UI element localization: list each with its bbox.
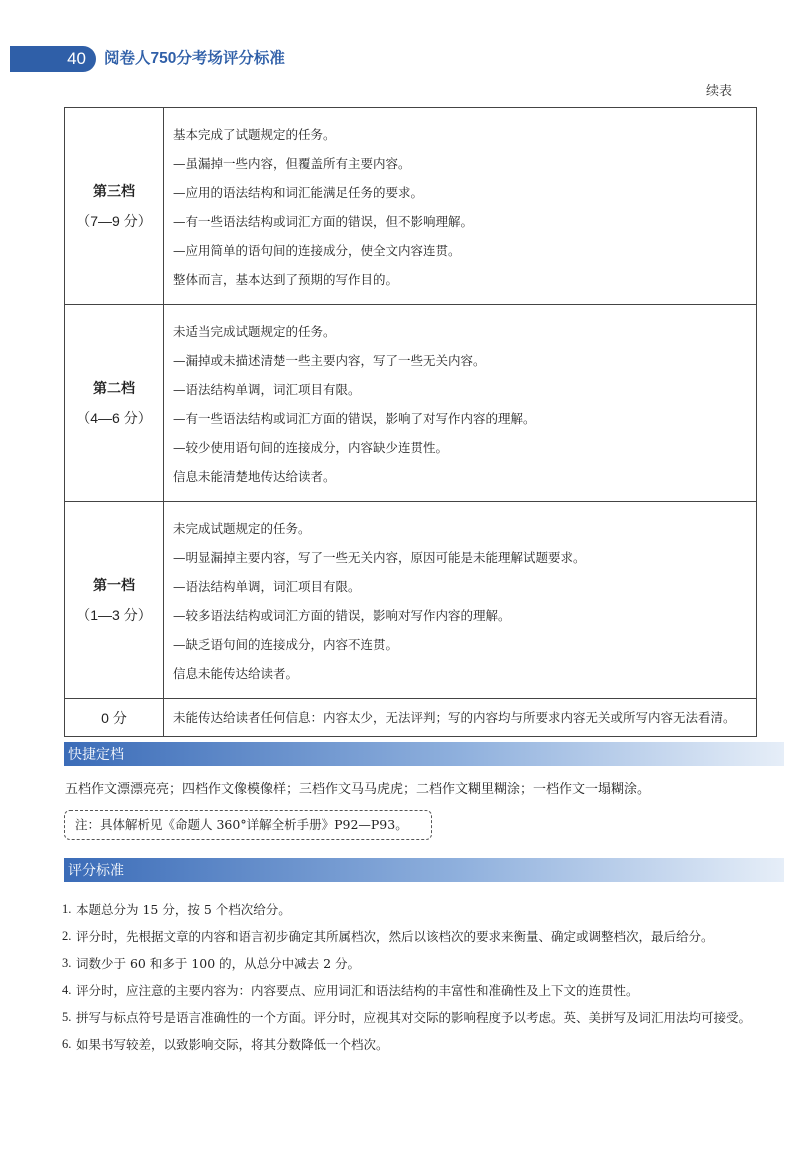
list-item (62, 923, 762, 950)
item-text: 词数少于 60 和多于 100 的，从总分中减去 2 分。 (76, 956, 361, 971)
list-item (62, 896, 762, 923)
page-number: 40 (10, 46, 96, 72)
description-line: 基本完成了试题规定的任务。 (173, 127, 336, 142)
description-line: —语法结构单调，词汇项目有限。 (173, 579, 361, 594)
description-line: 未完成试题规定的任务。 (173, 521, 311, 536)
item-text: 拼写与标点符号是语言准确性的一个方面。评分时，应视其对交际的影响程度予以考虑。英、美拼写及词汇用法均可接受。 (76, 1010, 752, 1025)
description-line: —明显漏掉主要内容，写了一些无关内容，原因可能是未能理解试题要求。 (173, 550, 586, 565)
section-title: 快捷定档 (68, 746, 124, 762)
band-description (164, 502, 757, 699)
item-text: 评分时，应注意的主要内容为：内容要点、应用词汇和语法结构的丰富性和准确性及上下文的连贯性。 (76, 983, 639, 998)
band-cell (65, 502, 164, 699)
book-title: 阅卷人750分考场评分标准 (104, 50, 285, 67)
band-description (164, 108, 757, 305)
band-cell (65, 305, 164, 502)
section-title: 评分标准 (68, 862, 124, 878)
description-text: 未能传达给读者任何信息：内容太少，无法评判；写的内容均与所要求内容无关或所写内容无法看清。 (173, 710, 736, 725)
page-header (10, 46, 310, 72)
description-line: —有一些语法结构或词汇方面的错误，但不影响理解。 (173, 214, 474, 229)
list-item (62, 1031, 762, 1058)
description-line: 信息未能传达给读者。 (173, 666, 299, 681)
band-description (164, 305, 757, 502)
band-cell (65, 699, 164, 737)
band-cell (65, 108, 164, 305)
table-row (65, 108, 757, 305)
list-item (62, 1004, 762, 1031)
description-line: —应用的语法结构和词汇能满足任务的要求。 (173, 185, 424, 200)
description-line: —漏掉或未描述清楚一些主要内容，写了一些无关内容。 (173, 353, 486, 368)
band-name: 第三档 (93, 183, 135, 199)
quick-grading-text: 五档作文漂漂亮亮；四档作文像模像样；三档作文马马虎虎；二档作文糊里糊涂；一档作文一塌糊涂。 (65, 782, 651, 797)
quick-grading-header (64, 742, 784, 766)
criteria-list (62, 896, 762, 1058)
band-score: （1—3 分） (76, 607, 152, 623)
description-line: 整体而言，基本达到了预期的写作目的。 (173, 272, 399, 287)
item-number: 5. (62, 1010, 72, 1024)
item-number: 6. (62, 1037, 72, 1051)
rubric-table (64, 107, 757, 737)
item-text: 如果书写较差，以致影响交际，将其分数降低一个档次。 (76, 1037, 389, 1052)
description-line: —较少使用语句间的连接成分，内容缺少连贯性。 (173, 440, 449, 455)
band-score: （4—6 分） (76, 410, 152, 426)
item-number: 4. (62, 983, 72, 997)
item-text: 评分时，先根据文章的内容和语言初步确定其所属档次，然后以该档次的要求来衡量、确定或调整档次，最后给分。 (76, 929, 714, 944)
band-name: 第二档 (93, 380, 135, 396)
description-line: —缺乏语句间的连接成分，内容不连贯。 (173, 637, 399, 652)
band-name: 第一档 (93, 577, 135, 593)
table-row (65, 305, 757, 502)
table-row (65, 502, 757, 699)
description-line: 未适当完成试题规定的任务。 (173, 324, 336, 339)
list-item (62, 950, 762, 977)
item-text: 本题总分为 15 分，按 5 个档次给分。 (76, 902, 291, 917)
description-line: —应用简单的语句间的连接成分，使全文内容连贯。 (173, 243, 461, 258)
continued-label: 续表 (705, 84, 732, 99)
description-line: 信息未能清楚地传达给读者。 (173, 469, 336, 484)
description-line: —较多语法结构或词汇方面的错误，影响对写作内容的理解。 (173, 608, 511, 623)
description-line: —虽漏掉一些内容，但覆盖所有主要内容。 (173, 156, 411, 171)
note-text: 注：具体解析见《命题人 360°详解全析手册》P92—P93。 (75, 817, 408, 832)
item-number: 1. (62, 902, 72, 916)
description-line: —语法结构单调，词汇项目有限。 (173, 382, 361, 397)
band-description (164, 699, 757, 737)
band-score: 0 分 (101, 709, 127, 726)
table-row (65, 699, 757, 737)
band-score: （7—9 分） (76, 213, 152, 229)
description-line: —有一些语法结构或词汇方面的错误，影响了对写作内容的理解。 (173, 411, 536, 426)
item-number: 3. (62, 956, 72, 970)
item-number: 2. (62, 929, 72, 943)
note-box (64, 810, 432, 840)
criteria-header (64, 858, 784, 882)
list-item (62, 977, 762, 1004)
